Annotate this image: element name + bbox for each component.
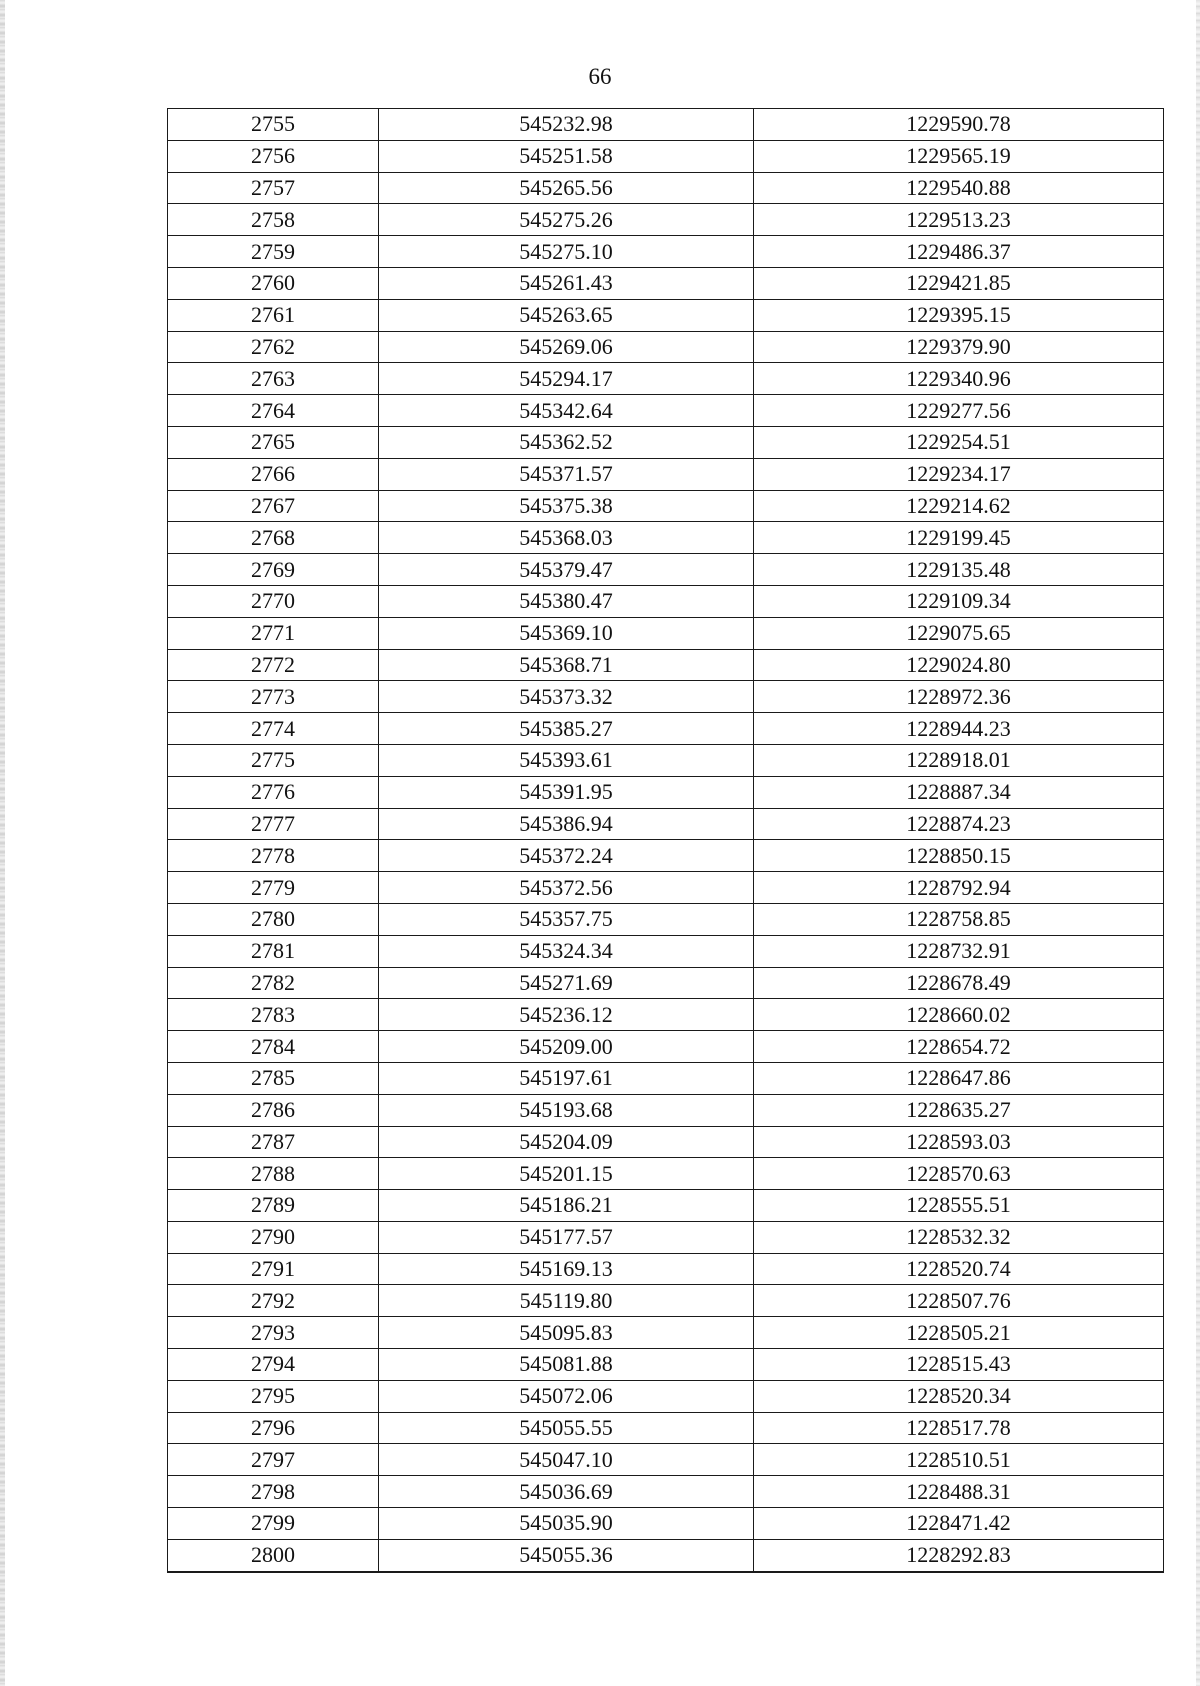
y-coordinate-cell: 1228654.72	[754, 1031, 1164, 1063]
table-row	[168, 776, 1164, 808]
table-row	[168, 554, 1164, 586]
x-coordinate-cell: 545275.26	[379, 204, 754, 236]
x-coordinate-cell: 545362.52	[379, 426, 754, 458]
scan-edge-right	[1196, 0, 1200, 1686]
table-row	[168, 363, 1164, 395]
table-row	[168, 617, 1164, 649]
x-coordinate-cell: 545251.58	[379, 140, 754, 172]
table-row	[168, 713, 1164, 745]
table-row	[168, 935, 1164, 967]
table-row	[168, 1062, 1164, 1094]
y-coordinate-cell: 1229234.17	[754, 458, 1164, 490]
y-coordinate-cell: 1228292.83	[754, 1539, 1164, 1571]
point-number-cell: 2760	[168, 267, 379, 299]
x-coordinate-cell: 545372.56	[379, 872, 754, 904]
x-coordinate-cell: 545055.55	[379, 1412, 754, 1444]
x-coordinate-cell: 545204.09	[379, 1126, 754, 1158]
point-number-cell: 2759	[168, 236, 379, 268]
y-coordinate-cell: 1229075.65	[754, 617, 1164, 649]
y-coordinate-cell: 1228850.15	[754, 840, 1164, 872]
y-coordinate-cell: 1229214.62	[754, 490, 1164, 522]
point-number-cell: 2781	[168, 935, 379, 967]
point-number-cell: 2758	[168, 204, 379, 236]
y-coordinate-cell: 1228944.23	[754, 713, 1164, 745]
x-coordinate-cell: 545201.15	[379, 1158, 754, 1190]
y-coordinate-cell: 1229513.23	[754, 204, 1164, 236]
y-coordinate-cell: 1229277.56	[754, 395, 1164, 427]
table-row	[168, 1094, 1164, 1126]
point-number-cell: 2769	[168, 554, 379, 586]
point-number-cell: 2767	[168, 490, 379, 522]
y-coordinate-cell: 1229540.88	[754, 172, 1164, 204]
x-coordinate-cell: 545269.06	[379, 331, 754, 363]
x-coordinate-cell: 545095.83	[379, 1317, 754, 1349]
x-coordinate-cell: 545380.47	[379, 585, 754, 617]
table-row	[168, 1317, 1164, 1349]
scan-edge-left	[0, 0, 5, 1686]
point-number-cell: 2762	[168, 331, 379, 363]
y-coordinate-cell: 1228488.31	[754, 1476, 1164, 1508]
table-row	[168, 744, 1164, 776]
x-coordinate-cell: 545371.57	[379, 458, 754, 490]
y-coordinate-cell: 1229199.45	[754, 522, 1164, 554]
x-coordinate-cell: 545119.80	[379, 1285, 754, 1317]
table-row	[168, 331, 1164, 363]
point-number-cell: 2798	[168, 1476, 379, 1508]
table-row	[168, 267, 1164, 299]
table-row	[168, 1221, 1164, 1253]
point-number-cell: 2757	[168, 172, 379, 204]
point-number-cell: 2755	[168, 109, 379, 141]
table-row	[168, 395, 1164, 427]
table-row	[168, 1444, 1164, 1476]
y-coordinate-cell: 1228515.43	[754, 1349, 1164, 1381]
point-number-cell: 2773	[168, 681, 379, 713]
point-number-cell: 2797	[168, 1444, 379, 1476]
table-row	[168, 967, 1164, 999]
x-coordinate-cell: 545324.34	[379, 935, 754, 967]
point-number-cell: 2792	[168, 1285, 379, 1317]
point-number-cell: 2768	[168, 522, 379, 554]
y-coordinate-cell: 1228471.42	[754, 1508, 1164, 1540]
x-coordinate-cell: 545055.36	[379, 1539, 754, 1571]
point-number-cell: 2788	[168, 1158, 379, 1190]
x-coordinate-cell: 545047.10	[379, 1444, 754, 1476]
table-row	[168, 204, 1164, 236]
x-coordinate-cell: 545386.94	[379, 808, 754, 840]
y-coordinate-cell: 1229135.48	[754, 554, 1164, 586]
x-coordinate-cell: 545261.43	[379, 267, 754, 299]
x-coordinate-cell: 545368.71	[379, 649, 754, 681]
y-coordinate-cell: 1228972.36	[754, 681, 1164, 713]
x-coordinate-cell: 545186.21	[379, 1190, 754, 1222]
y-coordinate-cell: 1228570.63	[754, 1158, 1164, 1190]
point-number-cell: 2786	[168, 1094, 379, 1126]
y-coordinate-cell: 1228593.03	[754, 1126, 1164, 1158]
point-number-cell: 2770	[168, 585, 379, 617]
point-number-cell: 2794	[168, 1349, 379, 1381]
table-row	[168, 1412, 1164, 1444]
point-number-cell: 2756	[168, 140, 379, 172]
x-coordinate-cell: 545385.27	[379, 713, 754, 745]
x-coordinate-cell: 545036.69	[379, 1476, 754, 1508]
table-row	[168, 585, 1164, 617]
page-number: 66	[588, 64, 612, 89]
x-coordinate-cell: 545372.24	[379, 840, 754, 872]
point-number-cell: 2779	[168, 872, 379, 904]
y-coordinate-cell: 1228874.23	[754, 808, 1164, 840]
x-coordinate-cell: 545375.38	[379, 490, 754, 522]
coordinate-table	[167, 108, 1164, 1573]
table-row	[168, 999, 1164, 1031]
y-coordinate-cell: 1228732.91	[754, 935, 1164, 967]
coordinate-table-body	[168, 109, 1164, 1572]
point-number-cell: 2761	[168, 299, 379, 331]
x-coordinate-cell: 545263.65	[379, 299, 754, 331]
y-coordinate-cell: 1228635.27	[754, 1094, 1164, 1126]
y-coordinate-cell: 1229254.51	[754, 426, 1164, 458]
table-row	[168, 490, 1164, 522]
x-coordinate-cell: 545193.68	[379, 1094, 754, 1126]
y-coordinate-cell: 1228507.76	[754, 1285, 1164, 1317]
point-number-cell: 2777	[168, 808, 379, 840]
x-coordinate-cell: 545271.69	[379, 967, 754, 999]
y-coordinate-cell: 1229565.19	[754, 140, 1164, 172]
point-number-cell: 2782	[168, 967, 379, 999]
point-number-cell: 2775	[168, 744, 379, 776]
x-coordinate-cell: 545265.56	[379, 172, 754, 204]
table-row	[168, 172, 1164, 204]
y-coordinate-cell: 1228647.86	[754, 1062, 1164, 1094]
table-row	[168, 1031, 1164, 1063]
x-coordinate-cell: 545197.61	[379, 1062, 754, 1094]
y-coordinate-cell: 1228758.85	[754, 903, 1164, 935]
point-number-cell: 2778	[168, 840, 379, 872]
point-number-cell: 2785	[168, 1062, 379, 1094]
x-coordinate-cell: 545294.17	[379, 363, 754, 395]
x-coordinate-cell: 545177.57	[379, 1221, 754, 1253]
y-coordinate-cell: 1228517.78	[754, 1412, 1164, 1444]
x-coordinate-cell: 545391.95	[379, 776, 754, 808]
point-number-cell: 2774	[168, 713, 379, 745]
point-number-cell: 2765	[168, 426, 379, 458]
point-number-cell: 2766	[168, 458, 379, 490]
y-coordinate-cell: 1228792.94	[754, 872, 1164, 904]
y-coordinate-cell: 1229421.85	[754, 267, 1164, 299]
x-coordinate-cell: 545081.88	[379, 1349, 754, 1381]
y-coordinate-cell: 1228918.01	[754, 744, 1164, 776]
x-coordinate-cell: 545236.12	[379, 999, 754, 1031]
x-coordinate-cell: 545373.32	[379, 681, 754, 713]
x-coordinate-cell: 545342.64	[379, 395, 754, 427]
point-number-cell: 2790	[168, 1221, 379, 1253]
table-row	[168, 1508, 1164, 1540]
table-row	[168, 1190, 1164, 1222]
table-row	[168, 1539, 1164, 1571]
y-coordinate-cell: 1229486.37	[754, 236, 1164, 268]
y-coordinate-cell: 1228505.21	[754, 1317, 1164, 1349]
table-row	[168, 522, 1164, 554]
y-coordinate-cell: 1229379.90	[754, 331, 1164, 363]
point-number-cell: 2784	[168, 1031, 379, 1063]
point-number-cell: 2783	[168, 999, 379, 1031]
point-number-cell: 2796	[168, 1412, 379, 1444]
x-coordinate-cell: 545357.75	[379, 903, 754, 935]
point-number-cell: 2787	[168, 1126, 379, 1158]
y-coordinate-cell: 1228555.51	[754, 1190, 1164, 1222]
table-row	[168, 140, 1164, 172]
x-coordinate-cell: 545393.61	[379, 744, 754, 776]
table-row	[168, 1476, 1164, 1508]
point-number-cell: 2780	[168, 903, 379, 935]
y-coordinate-cell: 1229590.78	[754, 109, 1164, 141]
y-coordinate-cell: 1228520.34	[754, 1380, 1164, 1412]
x-coordinate-cell: 545275.10	[379, 236, 754, 268]
table-row	[168, 1158, 1164, 1190]
point-number-cell: 2776	[168, 776, 379, 808]
y-coordinate-cell: 1228887.34	[754, 776, 1164, 808]
table-row	[168, 1126, 1164, 1158]
y-coordinate-cell: 1229340.96	[754, 363, 1164, 395]
point-number-cell: 2793	[168, 1317, 379, 1349]
x-coordinate-cell: 545379.47	[379, 554, 754, 586]
table-row	[168, 903, 1164, 935]
table-row	[168, 1349, 1164, 1381]
table-row	[168, 458, 1164, 490]
point-number-cell: 2771	[168, 617, 379, 649]
x-coordinate-cell: 545369.10	[379, 617, 754, 649]
y-coordinate-cell: 1228520.74	[754, 1253, 1164, 1285]
point-number-cell: 2795	[168, 1380, 379, 1412]
x-coordinate-cell: 545368.03	[379, 522, 754, 554]
x-coordinate-cell: 545209.00	[379, 1031, 754, 1063]
table-row	[168, 236, 1164, 268]
y-coordinate-cell: 1229109.34	[754, 585, 1164, 617]
x-coordinate-cell: 545035.90	[379, 1508, 754, 1540]
table-row	[168, 840, 1164, 872]
y-coordinate-cell: 1228660.02	[754, 999, 1164, 1031]
point-number-cell: 2789	[168, 1190, 379, 1222]
table-row	[168, 109, 1164, 141]
table-row	[168, 808, 1164, 840]
y-coordinate-cell: 1228532.32	[754, 1221, 1164, 1253]
point-number-cell: 2799	[168, 1508, 379, 1540]
table-row	[168, 649, 1164, 681]
table-row	[168, 681, 1164, 713]
point-number-cell: 2764	[168, 395, 379, 427]
point-number-cell: 2763	[168, 363, 379, 395]
y-coordinate-cell: 1228510.51	[754, 1444, 1164, 1476]
y-coordinate-cell: 1229024.80	[754, 649, 1164, 681]
table-row	[168, 1285, 1164, 1317]
table-row	[168, 1380, 1164, 1412]
table-row	[168, 426, 1164, 458]
table-row	[168, 299, 1164, 331]
y-coordinate-cell: 1229395.15	[754, 299, 1164, 331]
table-row	[168, 872, 1164, 904]
x-coordinate-cell: 545232.98	[379, 109, 754, 141]
point-number-cell: 2791	[168, 1253, 379, 1285]
point-number-cell: 2800	[168, 1539, 379, 1571]
table-row	[168, 1253, 1164, 1285]
x-coordinate-cell: 545072.06	[379, 1380, 754, 1412]
point-number-cell: 2772	[168, 649, 379, 681]
x-coordinate-cell: 545169.13	[379, 1253, 754, 1285]
y-coordinate-cell: 1228678.49	[754, 967, 1164, 999]
